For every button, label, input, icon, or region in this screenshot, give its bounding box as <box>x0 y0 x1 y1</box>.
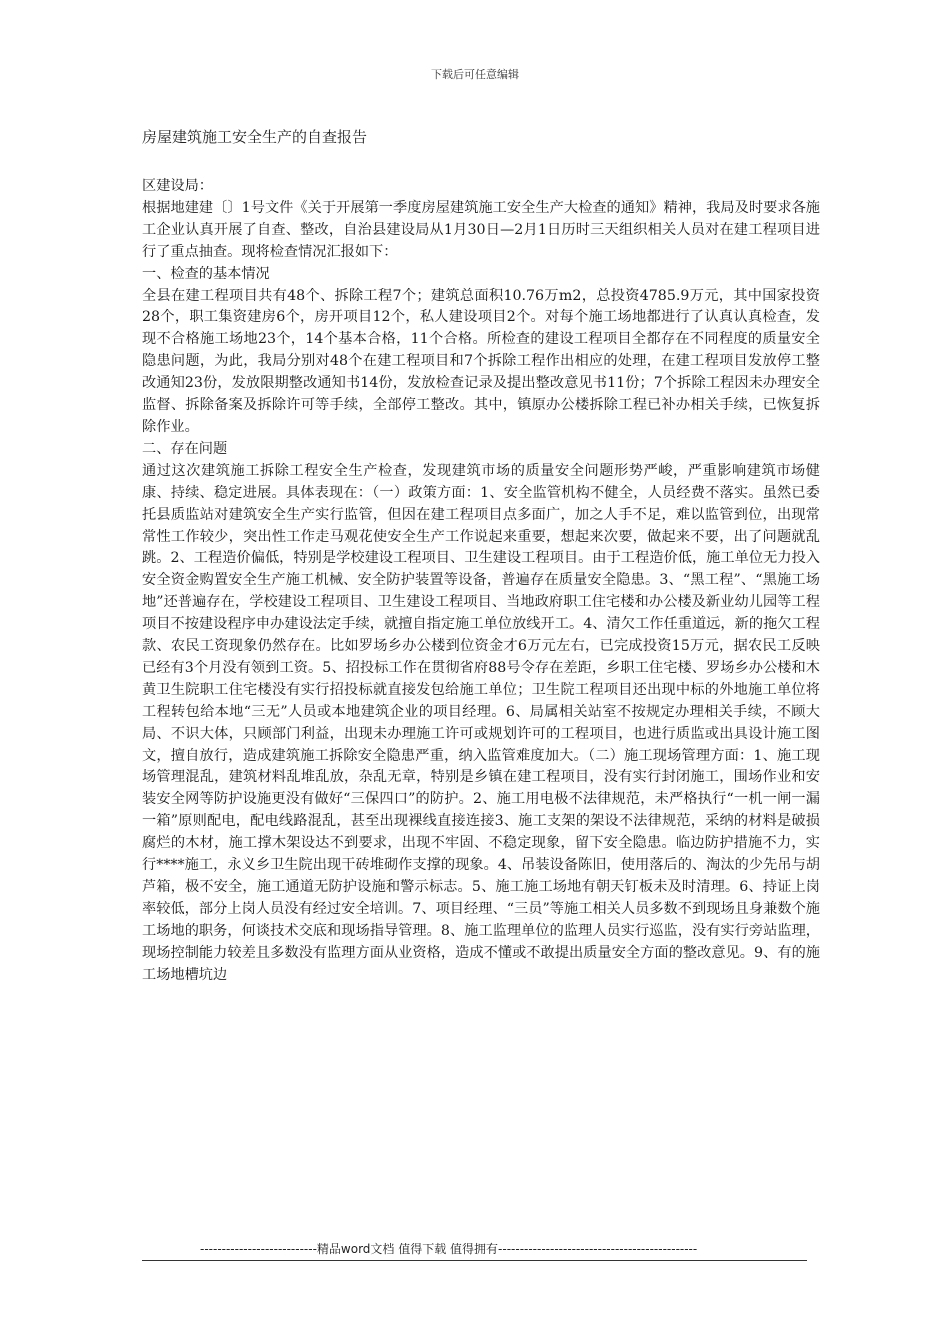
document-title: 房屋建筑施工安全生产的自查报告 <box>142 128 368 146</box>
section-heading-1: 一、检查的基本情况 <box>142 265 270 282</box>
section-heading-2: 二、存在问题 <box>142 440 228 457</box>
paragraph-intro: 根据地建建〔〕1号文件《关于开展第一季度房屋建筑施工安全生产大检查的通知》精神，我局及时要求各施工企业认真开展了自查、整改，自治县建设局从1月30日—2月1日历时三天组织相关人员对在建工程项目进行了重点抽查。现将检查情况汇报如下： <box>142 199 820 260</box>
paragraph-basic-situation: 全县在建工程项目共有48个、拆除工程7个；建筑总面积10.76万m2，总投资4785.9万元，其中国家投资28个，职工集资建房6个，房开项目12个，私人建设项目2个。对每个施工场地都进行了认真认真检查，发现不合格施工场地23个，14个基本合格，11个合格。所检查的建设工程项目全都存在不同程度的质量安全隐患问题，为此，我局分别对48个在建工程项目和7个拆除工程作出相应的处理，在建工程项目发放停工整改通知23份，发放限期整改通知书14份，发放检查记录及提出整改意见书11份；7个拆除工程因未办理安全监督、拆除备案及拆除许可等手续，全部停工整改。其中，镇原办公楼拆除工程已补办相关手续，已恢复拆除作业。 <box>142 287 820 435</box>
document-body <box>142 176 820 987</box>
footer-divider <box>142 1260 807 1261</box>
paragraph-problems: 通过这次建筑施工拆除工程安全生产检查，发现建筑市场的质量安全问题形势严峻，严重影响建筑市场健康、持续、稳定进展。具体表现在：（一）政策方面：1、安全监管机构不健全，人员经费不落实。虽然已委托县质监站对建筑安全生产实行监管，但因在建工程项目点多面广，加之人手不足，难以监管到位，出现常常性工作较少，突出性工作走马观花使安全生产工作说起来重要，想起来次要，做起来不要，出了问题就乱跳。2、工程造价偏低，特别是学校建设工程项目、卫生建设工程项目。由于工程造价低，施工单位无力投入安全资金购置安全生产施工机械、安全防护装置等设备，普遍存在质量安全隐患。3、“黑工程”、“黑施工场地”还普遍存在，学校建设工程项目、卫生建设工程项目、当地政府职工住宅楼和办公楼及新业幼儿园等工程项目不按建设程序申办建设法定手续，就擅自指定施工单位放线开工。4、清欠工作任重道远，新的拖欠工程款、农民工资现象仍然存在。比如罗场乡办公楼到位资金才6万元左右，已完成投资15万元，据农民工反映已经有3个月没有领到工资。5、招投标工作在贯彻省府88号令存在差距，乡职工住宅楼、罗场乡办公楼和木黄卫生院职工住宅楼没有实行招投标就直接发包给施工单位；卫生院工程项目还出现中标的外地施工单位将工程转包给本地“三无”人员或本地建筑企业的项目经理。6、局属相关站室不按规定办理相关手续，不顾大局、不识大体，只顾部门利益，出现未办理施工许可或规划许可的工程项目，也进行质监或出具设计施工图文，擅自放行，造成建筑施工拆除安全隐患严重，纳入监管难度加大。（二）施工现场管理方面：1、施工现场管理混乱，建筑材料乱堆乱放，杂乱无章，特别是乡镇在建工程项目，没有实行封闭施工，围场作业和安装安全网等防护设施更没有做好“三保四口”的防护。2、施工用电极不法律规范，未严格执行“一机一闸一漏一箱”原则配电，配电线路混乱，甚至出现裸线直接连接3、施工支架的架设不法律规范，采纳的材料是破损腐烂的木材，施工撑木架设达不到要求，出现不牢固、不稳定现象，留下安全隐患。临边防护措施不力，实行****施工，永义乡卫生院出现干砖堆砌作支撑的现象。4、吊装设备陈旧，使用落后的、淘汰的少先吊与胡芦箱，极不安全，施工通道无防护设施和警示标志。5、施工施工场地有朝天钉板未及时清理。6、持证上岗率较低，部分上岗人员没有经过安全培训。7、项目经理、“三员”等施工相关人员多数不到现场且身兼数个施工场地的职务，何谈技术交底和现场指导管理。8、施工监理单位的监理人员实行巡监，没有实行旁站监理，现场控制能力较差且多数没有监理方面从业资格，造成不懂或不敢提出质量安全方面的整改意见。9、有的施工场地槽坑边 <box>142 462 820 983</box>
salutation: 区建设局： <box>142 178 213 194</box>
page-footer: ---------------------------精品word文档 值得下载 值得拥有---------------------------------------------- <box>200 1242 698 1256</box>
page-header: 下载后可任意编辑 <box>431 68 519 81</box>
